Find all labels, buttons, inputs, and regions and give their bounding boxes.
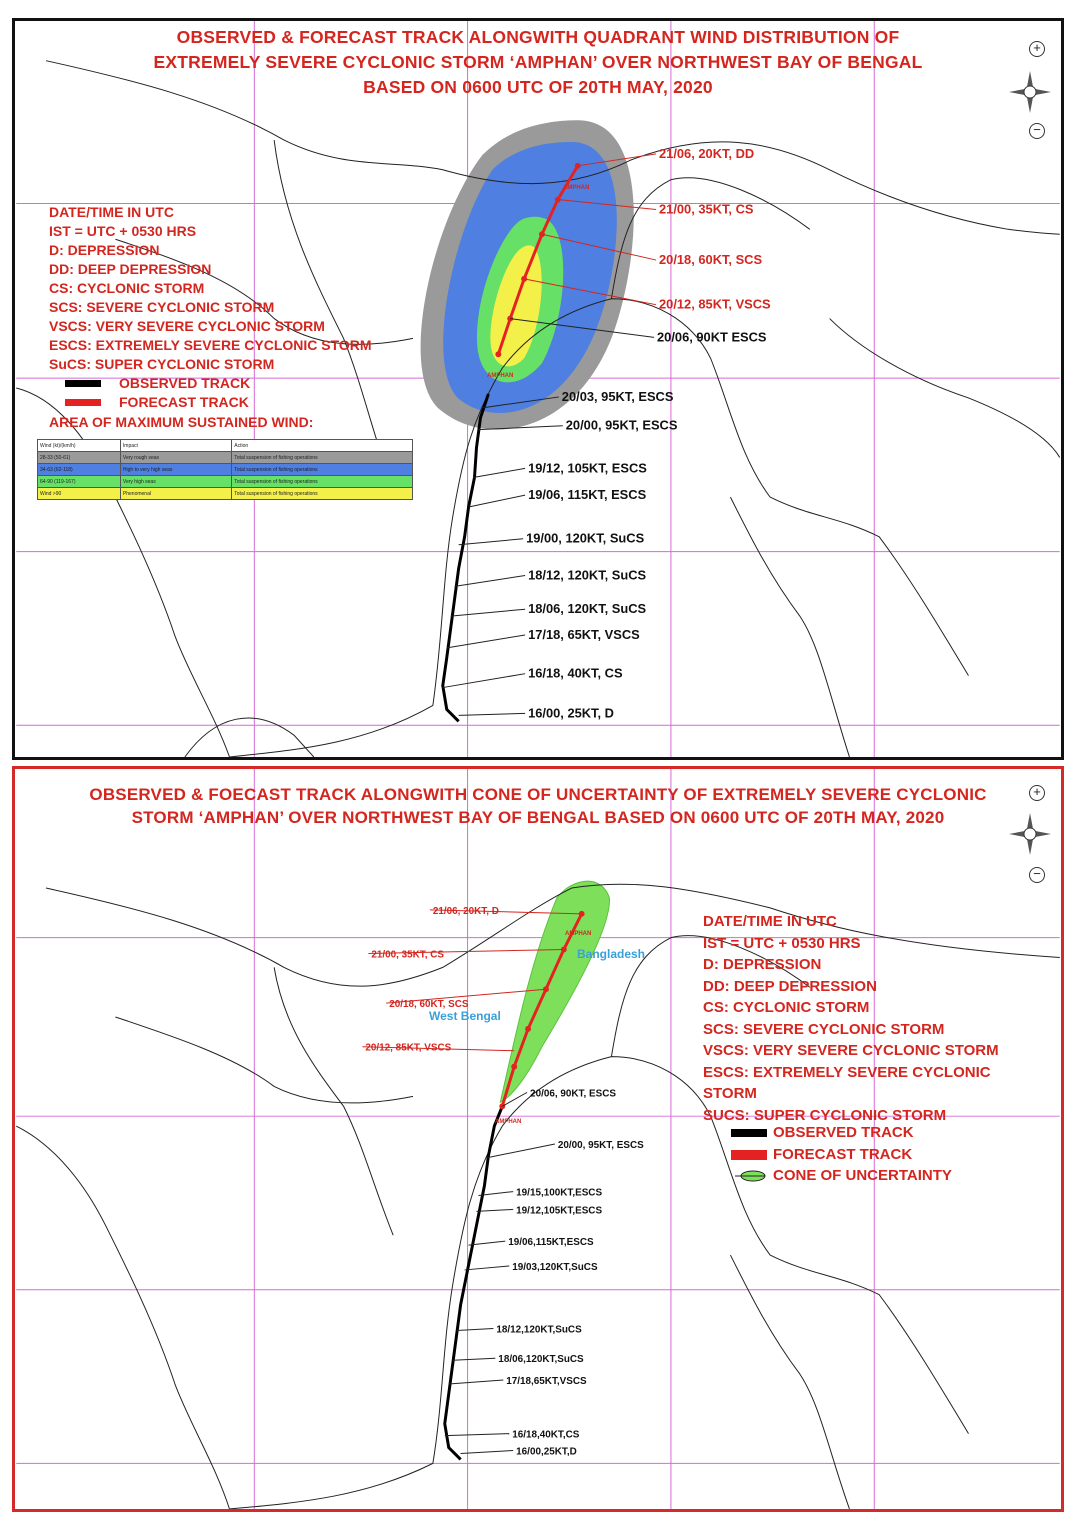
track-point-label: 18/12,120KT,SuCS (496, 1324, 582, 1336)
table-cell: Total suspension of fishing operations (232, 476, 413, 488)
legend-line: D: DEPRESSION (703, 956, 822, 973)
track-point-label: 17/18, 65KT, VSCS (528, 626, 640, 642)
legend-line: IST = UTC + 0530 HRS (703, 934, 861, 952)
track-point-label: 16/00,25KT,D (516, 1446, 577, 1458)
legend-line: STORM (703, 1085, 757, 1102)
legend-line: SCS: SEVERE CYCLONIC STORM (703, 1020, 945, 1038)
zoom-in-icon[interactable]: + (1029, 41, 1045, 57)
legend-line: IST = UTC + 0530 HRS (49, 223, 197, 239)
leader-line (475, 468, 526, 477)
title-line: STORM ‘AMPHAN’ OVER NORTHWEST BAY OF BENGAL BASED ON 0600 UTC OF 20TH MAY, 2020 (131, 808, 945, 827)
cone-of-uncertainty-map-panel (12, 766, 1064, 1512)
title-line: OBSERVED & FOECAST TRACK ALONGWITH CONE OF UNCERTAINTY OF EXTREMELY SEVERE CYCLONIC (89, 785, 987, 804)
table-row (38, 488, 413, 500)
table-cell: Very high seas (120, 476, 231, 488)
table-row (38, 452, 413, 464)
legend-line: D: DEPRESSION (49, 242, 160, 258)
storm-name-label: AMPHAN (565, 931, 592, 937)
track-point-label: 21/06, 20KT, DD (659, 145, 755, 161)
table-cell: Total suspension of fishing operations (232, 452, 413, 464)
legend-line: DATE/TIME IN UTC (703, 913, 837, 930)
forecast-track-key (731, 1146, 912, 1163)
track-point-label: 20/06, 90KT ESCS (657, 329, 767, 345)
forecast-track-key (65, 394, 249, 410)
track-point-label: 18/06, 120KT, SuCS (528, 601, 647, 617)
track-point-label: 20/00, 95KT, ESCS (565, 417, 678, 433)
leader-line (449, 1380, 504, 1384)
legend-line: CS: CYCLONIC STORM (703, 999, 870, 1016)
title-line: EXTREMELY SEVERE CYCLONIC STORM ‘AMPHAN’ OVER NORTHWEST BAY OF BENGAL (153, 52, 923, 72)
table-cell: 64-90 (119-167) (38, 476, 121, 488)
abbreviation-legend (703, 911, 999, 1126)
legend-line: ESCS: EXTREMELY SEVERE CYCLONIC STORM (49, 337, 372, 353)
table-cell: High to very high seas (120, 464, 231, 476)
compass-icon[interactable] (1007, 811, 1053, 857)
zoom-out-icon[interactable]: − (1029, 867, 1045, 883)
table-cell: Wind (kt)/(km/h) (38, 440, 121, 452)
table-cell: Phenomenal (120, 488, 231, 500)
compass-icon[interactable] (1007, 69, 1053, 115)
leader-line (443, 674, 525, 688)
table-cell: 34-63 (62-118) (38, 464, 121, 476)
leader-line (455, 575, 525, 586)
legend-line: SUCS: SUPER CYCLONIC STORM (703, 1106, 947, 1124)
track-point-label: 21/00, 35KT, CS (659, 201, 754, 217)
track-point-label: 16/18, 40KT, CS (528, 665, 623, 681)
track-point-label: 21/00, 35KT, CS (371, 949, 445, 961)
track-point-label: 18/06,120KT,SuCS (498, 1354, 584, 1366)
legend-line: SCS: SEVERE CYCLONIC STORM (49, 299, 275, 315)
observed-swatch (65, 380, 101, 387)
table-row (38, 464, 413, 476)
legend-line: DD: DEEP DEPRESSION (703, 977, 877, 995)
table-cell: 28-33 (50-61) (38, 452, 121, 464)
map-title (15, 25, 1061, 100)
track-point-label: 20/18, 60KT, SCS (389, 999, 469, 1011)
track-point-label: 19/03,120KT,SuCS (512, 1261, 598, 1273)
legend-line: ESCS: EXTREMELY SEVERE CYCLONIC (703, 1063, 991, 1081)
track-point-label: 21/06, 20KT, D (432, 905, 499, 917)
leader-line (445, 1434, 509, 1436)
leader-line (469, 495, 526, 507)
forecast-track-label: FORECAST TRACK (773, 1146, 913, 1163)
table-cell: Wind >90 (38, 488, 121, 500)
area-max-wind-label: AREA OF MAXIMUM SUSTAINED WIND: (49, 414, 314, 430)
leader-line (465, 1266, 510, 1270)
abbreviation-legend (49, 203, 372, 374)
observed-track-key (731, 1124, 914, 1141)
legend-line: VSCS: VERY SEVERE CYCLONIC STORM (49, 318, 325, 334)
track-point-label: 16/00, 25KT, D (528, 705, 614, 721)
track-point-label: 19/06, 115KT, ESCS (528, 487, 647, 503)
title-line: OBSERVED & FORECAST TRACK ALONGWITH QUADRANT WIND DISTRIBUTION OF (176, 27, 900, 47)
table-cell: Very rough seas (120, 452, 231, 464)
leader-line (459, 713, 525, 715)
track-point-label: 20/12, 85KT, VSCS (659, 296, 771, 312)
legend-line: CS: CYCLONIC STORM (49, 280, 205, 296)
cone-label: CONE OF UNCERTAINTY (773, 1167, 952, 1184)
storm-name-label: AMPHAN (495, 1119, 522, 1125)
observed-track-label: OBSERVED TRACK (119, 375, 251, 391)
track-point-label: 20/12, 85KT, VSCS (365, 1042, 452, 1054)
observed-track-label: OBSERVED TRACK (773, 1124, 914, 1141)
region-label-bangladesh: Bangladesh (577, 947, 646, 961)
track-point-label: 19/12, 105KT, ESCS (528, 460, 647, 476)
table-row (38, 476, 413, 488)
storm-name-label: AMPHAN (563, 185, 590, 191)
table-cell: Action (232, 440, 413, 452)
region-label-west-bengal: West Bengal (429, 1009, 501, 1023)
wind-impact-table (37, 439, 413, 500)
zoom-out-icon[interactable]: − (1029, 123, 1045, 139)
observed-swatch (731, 1129, 767, 1137)
track-point-label: 19/12,105KT,ESCS (516, 1205, 603, 1217)
track-point-label: 19/06,115KT,ESCS (508, 1237, 594, 1249)
legend-line: DD: DEEP DEPRESSION (49, 261, 212, 277)
leader-line (486, 1144, 554, 1158)
track-point-label: 19/00, 120KT, SuCS (526, 530, 645, 546)
legend-line: VSCS: VERY SEVERE CYCLONIC STORM (703, 1042, 999, 1059)
track-point-label: 20/18, 60KT, SCS (659, 252, 763, 268)
leader-line (457, 1328, 494, 1330)
leader-line (461, 1450, 514, 1453)
cone-icon (731, 1170, 767, 1182)
observed-track (443, 394, 489, 721)
legend-line: DATE/TIME IN UTC (49, 204, 174, 220)
leader-line (451, 609, 525, 616)
leader-line (476, 1209, 513, 1211)
table-cell: Total suspension of fishing operations (232, 488, 413, 500)
leader-line (459, 539, 523, 545)
wind-distribution-map-panel (12, 18, 1064, 760)
zoom-in-icon[interactable]: + (1029, 785, 1045, 801)
track-point-label: 20/00, 95KT, ESCS (557, 1139, 644, 1151)
legend-line: SuCS: SUPER CYCLONIC STORM (49, 356, 275, 372)
track-point-label: 16/18,40KT,CS (512, 1429, 580, 1441)
leader-line (447, 635, 525, 648)
cone-key (731, 1167, 952, 1184)
title-line: BASED ON 0600 UTC OF 20TH MAY, 2020 (363, 77, 713, 97)
track-point-label: 18/12, 120KT, SuCS (528, 567, 647, 583)
observed-track-key (65, 375, 250, 391)
track-point-label: 17/18,65KT,VSCS (506, 1376, 587, 1388)
forecast-track-label: FORECAST TRACK (119, 394, 249, 410)
track-point-label: 19/15,100KT,ESCS (516, 1187, 603, 1199)
track-point-label: 20/03, 95KT, ESCS (561, 388, 674, 404)
table-header-row (38, 440, 413, 452)
map-title (15, 783, 1061, 829)
leader-line (453, 1358, 496, 1360)
forecast-swatch (65, 399, 101, 406)
table-cell: Total suspension of fishing operations (232, 464, 413, 476)
table-cell: Impact (120, 440, 231, 452)
forecast-swatch (731, 1150, 767, 1160)
track-point-label: 20/06, 90KT, ESCS (530, 1088, 616, 1100)
storm-name-label: AMPHAN (487, 373, 514, 379)
